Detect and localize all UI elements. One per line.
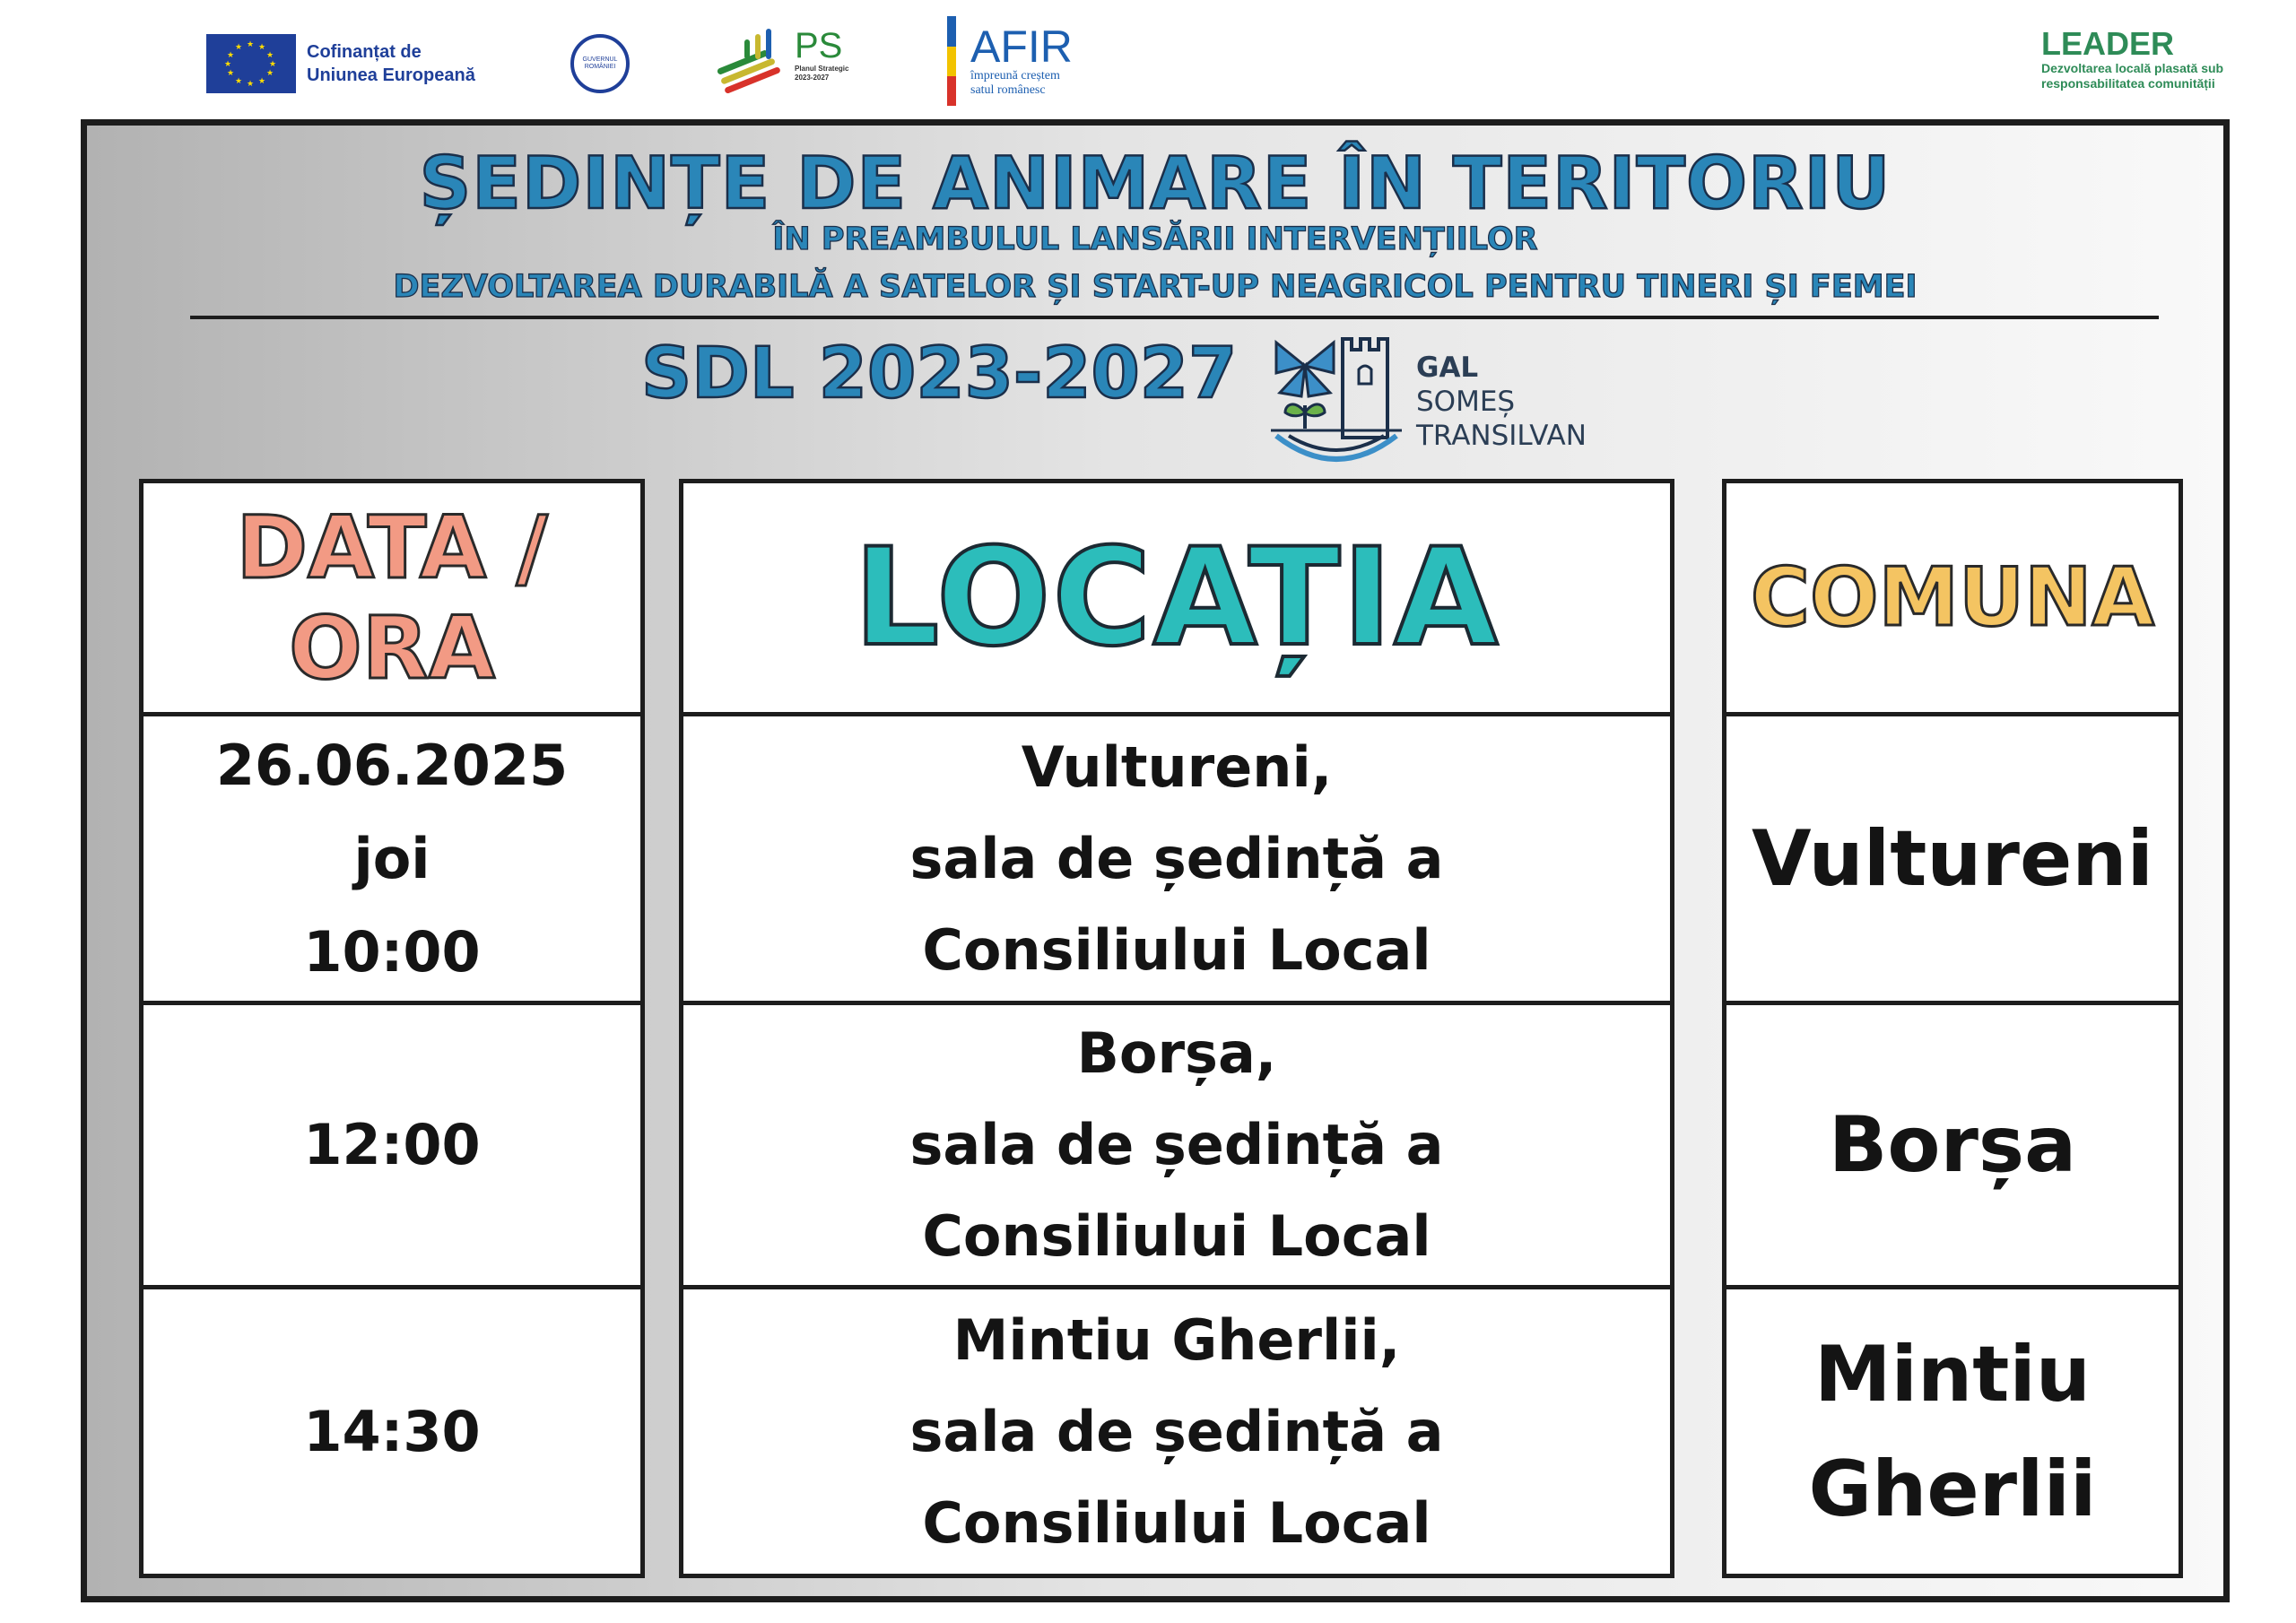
row2-commune: Borșa <box>1828 1100 2077 1190</box>
table-row-1-locatie <box>679 712 1674 1005</box>
table-row-2-locatie <box>679 1001 1674 1289</box>
government-seal-text: GUVERNUL ROMÂNIEI <box>582 56 618 70</box>
gal-logo-line1: GAL <box>1416 352 1479 384</box>
row2-location-line1: Borșa, <box>1076 1020 1277 1086</box>
row2-location-line2: sala de ședință a <box>909 1112 1444 1177</box>
row1-time: 10:00 <box>303 918 481 985</box>
header-data-label: DATA / <box>236 497 548 598</box>
row3-location-line1: Mintiu Gherlii, <box>952 1306 1401 1373</box>
gal-castle-butterfly-icon <box>1269 330 1404 473</box>
subtitle-line2: DEZVOLTAREA DURABILĂ A SATELOR ȘI START-UP NEAGRICOL PENTRU TINERI ȘI FEMEI <box>393 269 1918 305</box>
romanian-government-logo <box>570 34 630 93</box>
gal-somes-transilvan-logo <box>1269 330 1587 473</box>
leader-logo-line2: responsabilitatea comunității <box>2041 76 2215 91</box>
row3-commune-line1: Mintiu <box>1813 1329 2092 1419</box>
eu-cofinancing-logo <box>206 34 475 93</box>
row2-time: 12:00 <box>303 1112 481 1177</box>
table-row-1-data <box>139 712 645 1005</box>
sdl-period-label: SDL 2023-2027 <box>641 334 1238 414</box>
row2-location-line3: Consiliului Local <box>922 1203 1431 1269</box>
afir-logo-line1: împreună creștem <box>970 69 1060 82</box>
subtitle-line1: ÎN PREAMBULUL LANSĂRII INTERVENȚIILOR <box>772 221 1538 257</box>
row3-location-line2: sala de ședință a <box>909 1398 1444 1464</box>
table-row-3-comuna <box>1722 1285 2183 1578</box>
row3-commune-line2: Gherlii <box>1808 1444 2097 1534</box>
strategic-plan-stripes-icon <box>709 23 789 86</box>
table-row-2-data <box>139 1001 645 1289</box>
header-comuna-label: COMUNA <box>1750 551 2155 645</box>
eu-logo-line1: Cofinanțat de <box>307 42 422 62</box>
header-locatie-label: LOCAȚIA <box>853 519 1500 676</box>
row3-location-line3: Consiliului Local <box>922 1489 1431 1556</box>
row1-location-line3: Consiliului Local <box>922 916 1431 983</box>
afir-logo <box>942 16 1073 106</box>
table-row-1-comuna <box>1722 712 2183 1005</box>
government-seal-icon <box>570 34 630 93</box>
header-cell-data-ora <box>139 479 645 716</box>
ps-logo-line1: Planul Strategic <box>795 65 849 73</box>
ps-logo-name: PS <box>795 26 843 65</box>
ps-logo-line2: 2023-2027 <box>795 74 830 82</box>
eu-flag-icon: ★ ★ ★ ★ ★ ★ ★ ★ ★ ★ ★ ★ <box>206 34 296 93</box>
gal-logo-line3: TRANSILVAN <box>1416 420 1587 452</box>
table-row-2-comuna <box>1722 1001 2183 1289</box>
row1-location-line2: sala de ședință a <box>909 825 1444 891</box>
row1-date: 26.06.2025 <box>215 732 569 798</box>
leader-logo <box>2041 27 2223 91</box>
row1-location-line1: Vultureni, <box>1021 733 1333 800</box>
header-cell-locatie <box>679 479 1674 716</box>
eu-logo-line2: Uniunea Europeană <box>307 65 475 85</box>
row3-time: 14:30 <box>303 1398 481 1464</box>
header-divider <box>190 316 2159 319</box>
row1-commune: Vultureni <box>1752 813 2153 904</box>
row1-weekday: joi <box>353 825 430 891</box>
afir-tricolor-icon <box>942 16 961 106</box>
table-row-3-locatie <box>679 1285 1674 1578</box>
header-cell-comuna <box>1722 479 2183 716</box>
gal-logo-line2: SOMEȘ <box>1416 386 1516 418</box>
afir-logo-line2: satul românesc <box>970 83 1046 97</box>
leader-logo-line1: Dezvoltarea locală plasată sub <box>2041 61 2224 75</box>
page-title: ȘEDINȚE DE ANIMARE ÎN TERITORIU <box>419 142 1892 225</box>
afir-logo-name: AFIR <box>970 22 1073 72</box>
schedule-panel <box>81 119 2230 1602</box>
leader-logo-name: LEADER <box>2041 25 2175 62</box>
strategic-plan-logo <box>709 23 848 86</box>
table-row-3-data <box>139 1285 645 1578</box>
header-ora-label: ORA <box>289 597 495 699</box>
